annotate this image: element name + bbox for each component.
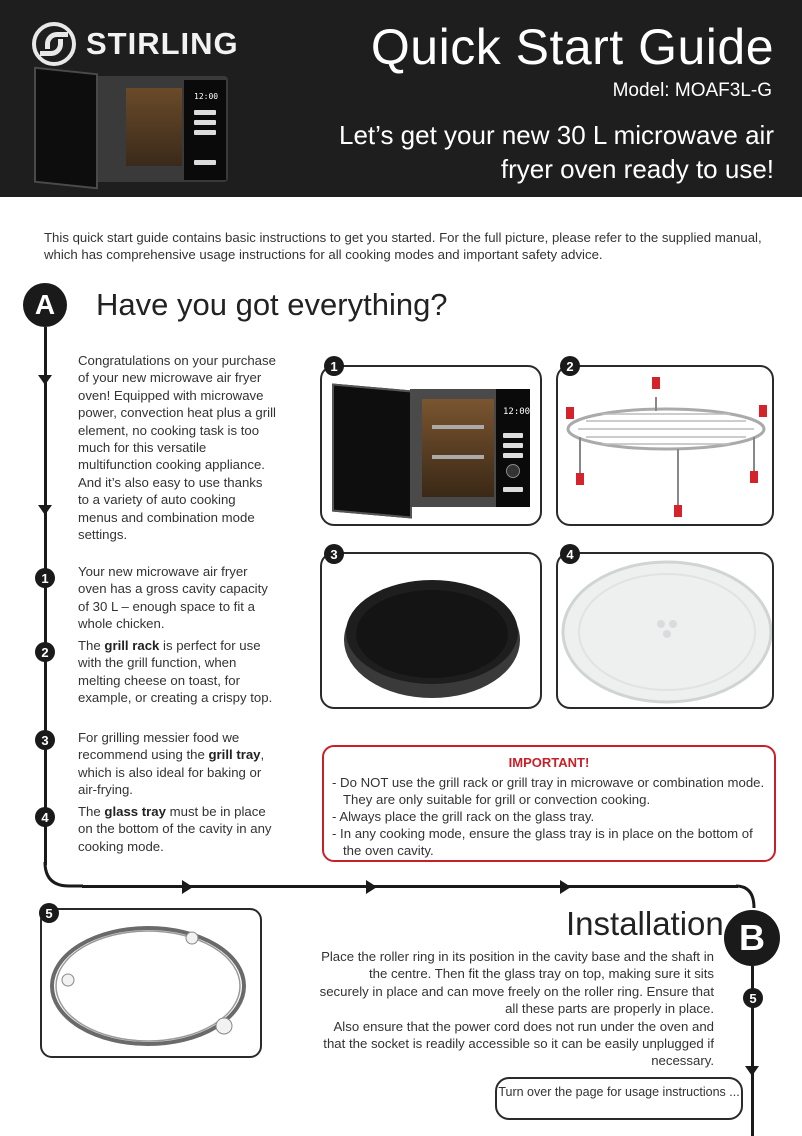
card-2-number: 2	[560, 356, 580, 376]
card-1-number: 1	[324, 356, 344, 376]
turnover-note: Turn over the page for usage instructions ...	[495, 1077, 743, 1120]
roller-ring-image	[42, 910, 262, 1058]
microwave-door	[332, 384, 412, 519]
card-4-number: 4	[560, 544, 580, 564]
flow-arrow	[182, 880, 193, 894]
flow-arrow	[560, 880, 571, 894]
step-5-number: 5	[743, 988, 763, 1008]
brand-logo	[32, 22, 239, 66]
stirling-logo-icon	[32, 22, 76, 66]
section-b-badge: B	[724, 910, 780, 966]
important-item: - Always place the grill rack on the glass tray.	[332, 809, 595, 824]
flow-arrow	[38, 375, 52, 385]
card-grill-rack	[556, 365, 774, 526]
header-banner	[0, 0, 802, 197]
step-3-number: 3	[35, 730, 55, 750]
installation-paragraph: Place the roller ring in its position in the cavity base and the shaft in the centre. Then fit the glass tray on top, making sure it sits securely in place and can move freely on the roller ring. Ensure that all these parts are properly in place.	[319, 949, 714, 1017]
model-number: Model: MOAF3L-G	[612, 80, 772, 101]
installation-paragraph: Also ensure that the power cord does not run under the oven and that the socket is readily accessible so it can be easily unplugged if necessary.	[323, 1018, 714, 1069]
flow-arrow	[366, 880, 377, 894]
glass-tray-image	[558, 554, 774, 709]
card-glass-tray	[556, 552, 774, 709]
section-a-title: Have you got everything?	[96, 287, 448, 322]
step-4-text: The glass tray must be in place on the bottom of the cavity in any cooking mode.	[78, 804, 272, 854]
important-title: IMPORTANT!	[508, 755, 590, 770]
important-item: - Do NOT use the grill rack or grill tray in microwave or combination mode. They are only suitable for grill or convection cooking.	[332, 775, 765, 807]
section-b-title: Installation	[566, 905, 724, 942]
flow-curve	[43, 862, 83, 892]
card-roller-ring	[40, 908, 262, 1058]
header-display: 12:00	[194, 92, 219, 101]
card-3-number: 3	[324, 544, 344, 564]
header-microwave-image	[34, 70, 230, 190]
flow-arrow	[745, 1066, 759, 1076]
important-list	[332, 774, 772, 859]
step-4-number: 4	[35, 807, 55, 827]
important-item: - In any cooking mode, ensure the glass tray is in place on the bottom of the oven cavity.	[332, 826, 753, 858]
tagline: Let’s get your new 30 L microwave air fryer oven ready to use!	[339, 120, 774, 184]
step-2-number: 2	[35, 642, 55, 662]
step-1-number: 1	[35, 568, 55, 588]
step-1-text: Your new microwave air fryer oven has a gross cavity capacity of 30 L – enough space to fit a whole chicken.	[78, 564, 268, 632]
flow-arrow	[38, 505, 52, 515]
step-2-text: The grill rack is perfect for use with the grill function, when melting cheese on toast, for example, or creating a crispy top.	[78, 638, 273, 706]
section-a-intro: Congratulations on your purchase of your new microwave air fryer oven! Equipped with microwave power, convection heat plus a grill element, no cooking task is too much for this versatile multifunction cooking appliance. And it’s also easy to use thanks to a variety of auto cooking menus and combination mode settings.	[78, 353, 276, 543]
important-box	[322, 745, 776, 862]
card-grill-tray	[320, 552, 542, 709]
card-display: 12:00	[503, 407, 531, 417]
grill-tray-image	[322, 554, 542, 709]
flow-line-a	[44, 327, 47, 865]
section-a-badge: A	[23, 283, 67, 327]
page-title: Quick Start Guide	[370, 19, 774, 75]
intro-text: This quick start guide contains basic instructions to get you started. For the full picture, please refer to the supplied manual, which has comprehensive usage instructions for all cooking modes and important safety advice.	[44, 230, 762, 262]
installation-text	[318, 948, 714, 1070]
brand-name: STIRLING	[86, 26, 239, 61]
step-3-text: For grilling messier food we recommend using the grill tray, which is also ideal for baking or air-frying.	[78, 730, 265, 798]
flow-line-horizontal	[82, 885, 738, 888]
card-5-number: 5	[39, 903, 59, 923]
card-microwave	[320, 365, 542, 526]
grill-rack-image	[558, 367, 774, 526]
